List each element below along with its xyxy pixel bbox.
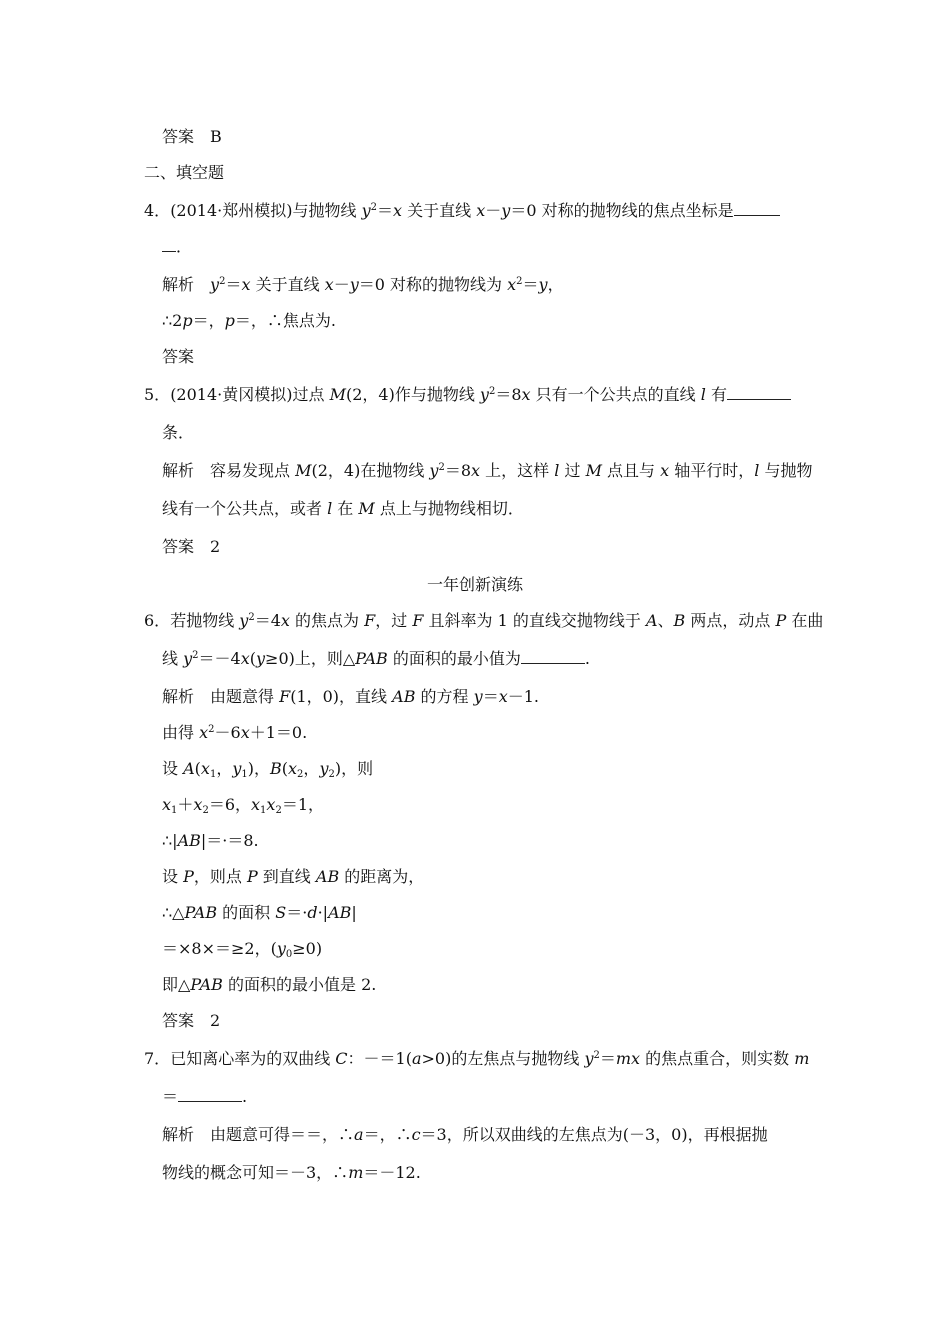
answer-blank <box>734 201 780 216</box>
q5-stem-tail: 条． <box>162 423 195 442</box>
q5-analysis-line1: 解析 容易发现点 M(2，4)在抛物线 $y^2=8x$ 上，这样 l 过 M 点且与 x 轴平行时，l 与抛物 <box>162 461 813 480</box>
q3-answer: 答案 B <box>162 127 222 146</box>
q4-analysis-step: ∴2p＝，p＝，∴焦点为. <box>162 311 336 330</box>
q6-analysis-9: 即△PAB 的面积的最小值是 2. <box>162 975 377 994</box>
q5-analysis-line2: 线有一个公共点，或者 l 在 M 点上与抛物线相切． <box>162 499 524 518</box>
q6-analysis-7: ∴△PAB 的面积 S＝·d·|AB| <box>162 903 357 922</box>
q4-analysis: 解析 $y^2=x$ 关于直线 x－y＝0 对称的抛物线为 $x^2=y$， <box>162 275 564 294</box>
q6-analysis-5: ∴|AB|＝·＝8. <box>162 831 259 850</box>
q6-analysis-6: 设 P，则点 P 到直线 AB 的距离为， <box>162 867 425 886</box>
q6-stem-line1: 6．若抛物线 $y^2=4x$ 的焦点为 F，过 F 且斜率为 1 的直线交抛物线于 A、B 两点，动点 P 在曲 <box>144 611 824 630</box>
answer-blank <box>727 385 791 400</box>
q6-analysis-1: 解析 由题意得 F(1，0)，直线 AB 的方程 y＝x－1. <box>162 687 540 706</box>
q6-analysis-3: 设 $A(x_1$，$y_1$)，$B(x_2$，$y_2$)，则 <box>162 759 374 780</box>
q7-analysis-1: 解析 由题意可得＝＝，∴a＝，∴c＝3，所以双曲线的左焦点为(－3，0)，再根据抛 <box>162 1125 768 1144</box>
section-heading-year: 一年创新演练 <box>426 575 523 594</box>
q4-answer: 答案 <box>162 347 195 366</box>
q6-analysis-2: 由得 $x^2-6x+1=0$. <box>162 723 308 742</box>
q7-analysis-2: 物线的概念可知＝－3，∴m＝－12. <box>162 1163 421 1182</box>
q6-stem-line2: 线 $y^2=-4x(y\ge 0)$上，则△PAB 的面积的最小值为 . <box>162 649 590 668</box>
section-heading-fill-in: 二、填空题 <box>144 163 225 182</box>
answer-blank <box>178 1087 242 1102</box>
q5-answer: 答案 2 <box>162 537 221 556</box>
q5-stem: 5．(2014·黄冈模拟)过点 M(2，4)作与抛物线 $y^2=8x$ 只有一个公共点的直线 l 有 <box>144 384 791 406</box>
q4-stem: 4．(2014·郑州模拟)与抛物线 $y^2=x$ 关于直线 x－y＝0 对称的抛物线的焦点坐标是 <box>144 200 780 222</box>
answer-blank <box>521 649 585 664</box>
q6-answer: 答案 2 <box>162 1011 221 1030</box>
answer-blank <box>162 237 176 252</box>
q7-stem-line2: ＝ . <box>162 1087 248 1106</box>
q6-analysis-8: ＝×8×＝≥2，$(y_0\ge 0)$ <box>162 939 323 960</box>
q7-stem-line1: 7．已知离心率为的双曲线 C：－＝1(a>0)的左焦点与抛物线 $y^2=mx$ 的焦点重合，则实数 m <box>144 1049 810 1068</box>
q6-analysis-4: $x_1+x_2=6$，$x_1x_2=1$， <box>162 795 325 816</box>
q4-stem-tail: ． <box>162 236 192 258</box>
